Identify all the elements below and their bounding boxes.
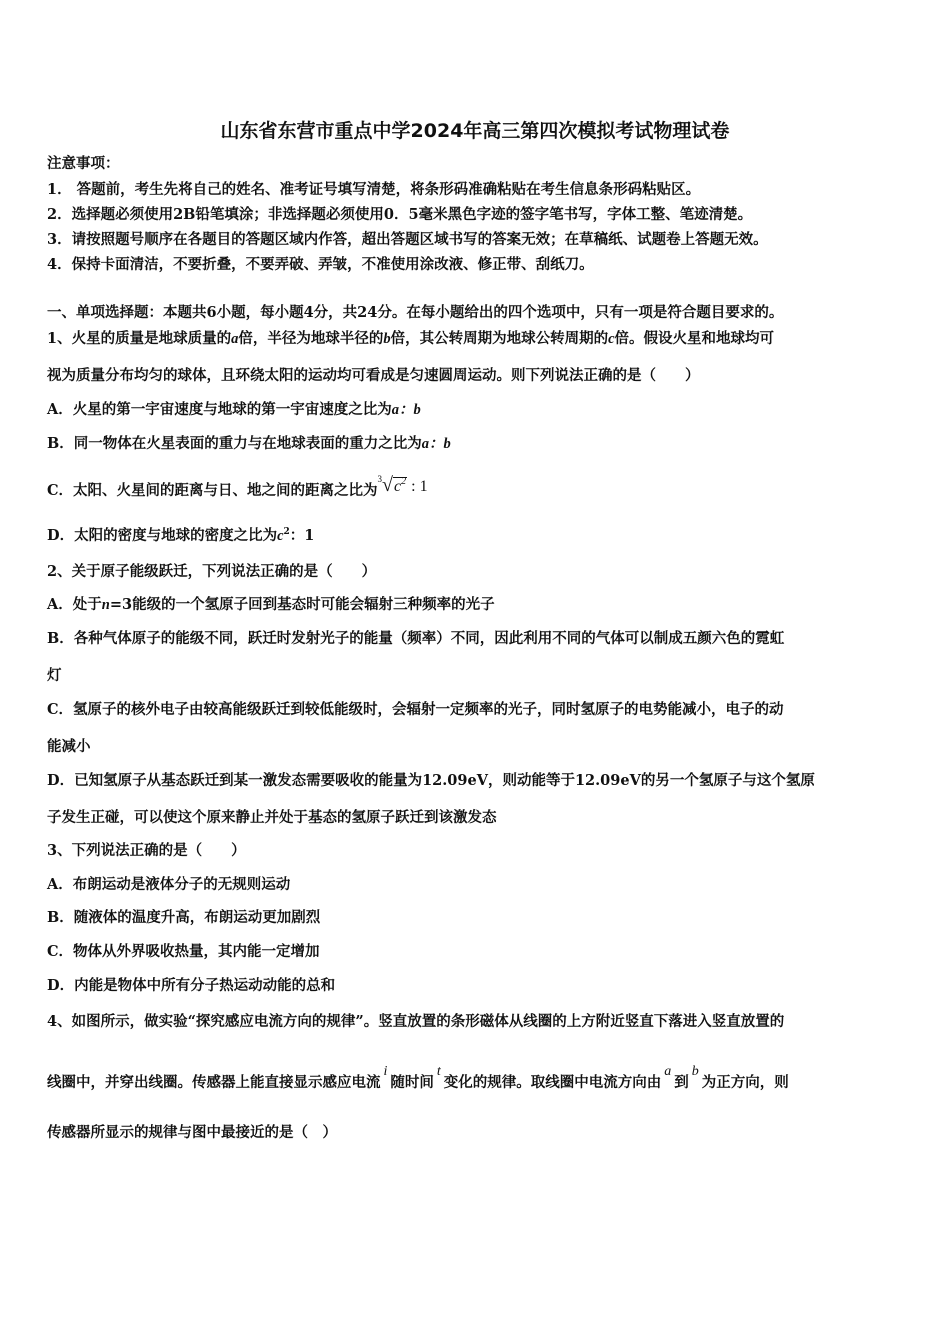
q3-option-b: B．随液体的温度升高，布朗运动更加剧烈 xyxy=(47,909,321,926)
q1-option-a: A．火星的第一宇宙速度与地球的第一宇宙速度之比为a：b xyxy=(47,401,421,418)
var-c: c xyxy=(608,331,615,347)
q3-option-c: C．物体从外界吸收热量，其内能一定增加 xyxy=(47,943,320,960)
page-title: 山东省东营市重点中学2024年高三第四次模拟考试物理试卷 xyxy=(220,120,730,142)
q2-option-b-line2: 灯 xyxy=(47,667,62,684)
q4-stem-line1: 4、如图所示，做实验“探究感应电流方向的规律”。竖直放置的条形磁体从线圈的上方附近竖直下落进入竖直放置的 xyxy=(47,1013,785,1030)
var-b: b xyxy=(383,331,391,347)
q2-option-c-line1: C．氢原子的核外电子由较高能级跃迁到较低能级时，会辐射一定频率的光子，同时氢原子的电势能减小，电子的动 xyxy=(47,701,784,718)
q2-option-a: A．处于n=3能级的一个氢原子回到基态时可能会辐射三种频率的光子 xyxy=(47,596,495,613)
ratio-a-b: a：b xyxy=(391,402,421,418)
q2-option-d-line2: 子发生正碰，可以使这个原来静止并处于基态的氢原子跃迁到该激发态 xyxy=(47,809,497,826)
q4-stem-line3: 传感器所显示的规律与图中最接近的是（ ） xyxy=(47,1124,337,1141)
q3-option-a: A．布朗运动是液体分子的无规则运动 xyxy=(47,876,291,893)
symbol-a: a xyxy=(664,1064,672,1079)
section-heading: 一、单项选择题：本题共6小题，每小题4分，共24分。在每小题给出的四个选项中，只有一项是符合题目要求的。 xyxy=(47,304,784,321)
notice-item-3: 3．请按照题号顺序在各题目的答题区域内作答，超出答题区域书写的答案无效；在草稿纸、试题卷上答题无效。 xyxy=(47,231,768,248)
ratio-a-b: a：b xyxy=(421,436,451,452)
q2-option-b-line1: B．各种气体原子的能级不同，跃迁时发射光子的能量（频率）不同，因此利用不同的气体可以制成五颜六色的霓虹 xyxy=(47,630,785,647)
notice-item-2: 2．选择题必须使用2B铅笔填涂；非选择题必须使用0．5毫米黑色字迹的签字笔书写，字体工整、笔迹清楚。 xyxy=(47,206,753,223)
q1-stem-line2: 视为质量分布均匀的球体，且环绕太阳的运动均可看成是匀速圆周运动。则下列说法正确的是（ ） xyxy=(47,367,700,384)
q3-option-d: D．内能是物体中所有分子热运动动能的总和 xyxy=(47,977,336,994)
q2-option-d-line1: D．已知氢原子从基态跃迁到某一激发态需要吸收的能量为12.09eV，则动能等于12.09eV的另一个氢原子与这个氢原 xyxy=(47,772,815,789)
q2-option-c-line2: 能减小 xyxy=(47,738,91,755)
q1-option-b: B．同一物体在火星表面的重力与在地球表面的重力之比为a：b xyxy=(47,435,451,452)
symbol-i: i xyxy=(383,1064,388,1079)
q3-stem: 3、下列说法正确的是（ ） xyxy=(47,842,246,859)
q4-stem-line2: 线圈中，并穿出线圈。传感器上能直接显示感应电流i随时间t变化的规律。取线圈中电流方向由a到b为正方向，则 xyxy=(47,1064,789,1091)
var-a: a xyxy=(231,331,239,347)
radical-icon: √ xyxy=(382,474,394,496)
q2-stem: 2、关于原子能级跃迁，下列说法正确的是（ ） xyxy=(47,563,377,580)
notice-item-1: 1． 答题前，考生先将自己的姓名、准考证号填写清楚，将条形码准确粘贴在考生信息条形码粘贴区。 xyxy=(47,181,701,198)
symbol-t: t xyxy=(436,1064,441,1079)
symbol-b: b xyxy=(691,1064,699,1079)
q1-option-d: D．太阳的密度与地球的密度之比为$c^2$：1 xyxy=(47,527,315,544)
notice-heading: 注意事项： xyxy=(47,155,120,172)
cube-root-expression: $^3√c^2$ : 1 xyxy=(377,474,428,496)
q1-option-c: C．太阳、火星间的距离与日、地之间的距离之比为$^3√c^2$ : 1 xyxy=(47,474,428,499)
notice-item-4: 4．保持卡面清洁，不要折叠，不要弄破、弄皱，不准使用涂改液、修正带、刮纸刀。 xyxy=(47,256,594,273)
q1-stem-line1: 1、火星的质量是地球质量的a倍，半径为地球半径的b倍，其公转周期为地球公转周期的c倍。假设火星和地球均可 xyxy=(47,330,775,347)
